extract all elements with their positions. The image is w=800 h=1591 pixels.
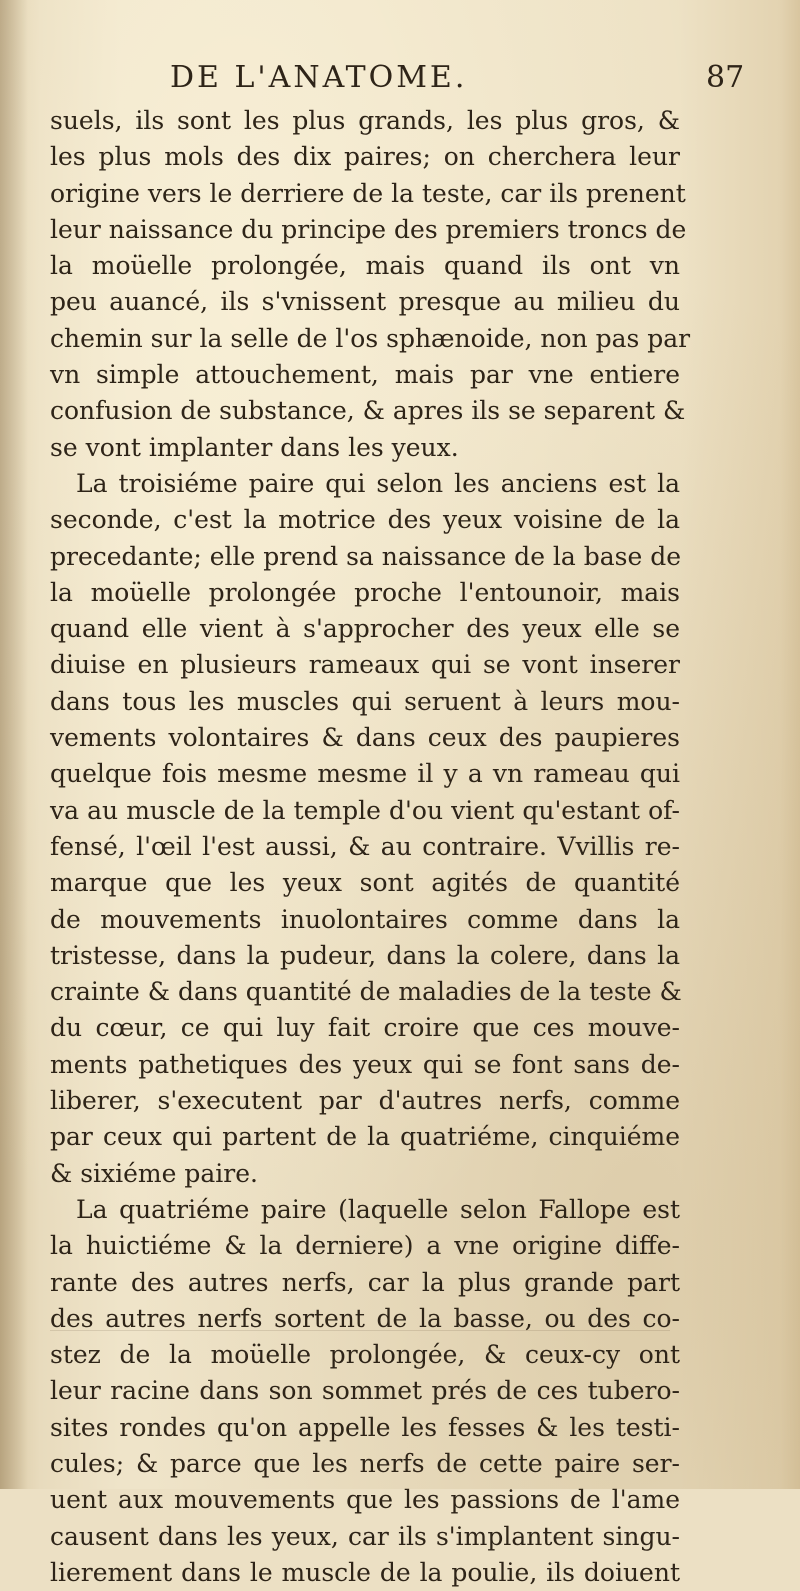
- text-line: chemin sur la selle de l'os sphænoide, non pas par: [50, 323, 691, 353]
- text-line: par ceux qui partent de la quatriéme, cinquiéme: [50, 1122, 680, 1152]
- text-line: vn simple attouchement, mais par vne entiere: [50, 360, 680, 390]
- text-line: quelque fois mesme mesme il y a vn rameau qui: [50, 759, 680, 789]
- text-line: sites rondes qu'on appelle les fesses & les testi-: [50, 1412, 680, 1442]
- text-line: confusion de substance, & apres ils se separent &: [50, 396, 686, 426]
- text-line: lierement dans le muscle de la poulie, ils doiuent: [50, 1557, 680, 1587]
- page-bottom-edge: [50, 1330, 670, 1331]
- text-line: crainte & dans quantité de maladies de la teste &: [50, 977, 682, 1007]
- text-line: quand elle vient à s'approcher des yeux elle se: [50, 614, 680, 644]
- text-line: vements volontaires & dans ceux des paupieres: [50, 723, 680, 753]
- text-line: stez de la moüelle prolongée, & ceux-cy ont: [50, 1340, 680, 1370]
- text-line: precedante; elle prend sa naissance de la base de: [50, 541, 682, 571]
- text-line: uent aux mouvements que les passions de l'ame: [50, 1485, 680, 1515]
- text-line: dans tous les muscles qui seruent à leurs mou-: [50, 686, 680, 716]
- text-line: cules; & parce que les nerfs de cette paire ser-: [50, 1448, 680, 1478]
- paragraph-start-line: La quatriéme paire (laquelle selon Fallope est: [76, 1194, 680, 1224]
- text-line: va au muscle de la temple d'ou vient qu'estant of-: [50, 795, 680, 825]
- text-line: leur naissance du principe des premiers troncs de: [50, 214, 687, 244]
- text-line: se vont implanter dans les yeux.: [50, 432, 459, 462]
- text-line: leur racine dans son sommet prés de ces tubero-: [50, 1376, 680, 1406]
- text-line: les plus mols des dix paires; on cherchera leur: [50, 142, 680, 172]
- text-line: causent dans les yeux, car ils s'implantent singu-: [50, 1521, 680, 1551]
- text-line: la moüelle prolongée, mais quand ils ont vn: [50, 251, 680, 281]
- text-line: diuise en plusieurs rameaux qui se vont inserer: [50, 650, 680, 680]
- body-text: [50, 103, 691, 1591]
- text-line: la huictiéme & la derniere) a vne origine diffe-: [50, 1231, 680, 1261]
- gutter-shadow: [0, 0, 28, 1489]
- text-line: des autres nerfs sortent de la basse, ou des co-: [50, 1303, 680, 1333]
- text-line: marque que les yeux sont agités de quantité: [50, 868, 680, 898]
- text-line: rante des autres nerfs, car la plus grande part: [50, 1267, 680, 1297]
- text-line: suels, ils sont les plus grands, les plus gros, &: [50, 106, 680, 135]
- text-line: du cœur, ce qui luy fait croire que ces mouve-: [50, 1013, 680, 1043]
- text-line: tristesse, dans la pudeur, dans la colere, dans la: [50, 940, 680, 970]
- running-title: DE L'ANATOME.: [170, 60, 468, 95]
- text-line: peu auancé, ils s'vnissent presque au milieu du: [50, 287, 680, 317]
- text-line: & sixiéme paire.: [50, 1158, 258, 1188]
- text-line: origine vers le derriere de la teste, car ils prenent: [50, 178, 686, 208]
- text-line: seconde, c'est la motrice des yeux voisine de la: [50, 505, 680, 535]
- text-line: liberer, s'executent par d'autres nerfs, comme: [50, 1086, 680, 1116]
- page-number: 87: [706, 60, 745, 95]
- paragraph-start-line: La troisiéme paire qui selon les anciens est la: [76, 468, 680, 498]
- text-line: de mouvements inuolontaires comme dans la: [50, 904, 680, 934]
- text-line: ments pathetiques des yeux qui se font sans de-: [50, 1049, 680, 1079]
- text-line: fensé, l'œil l'est aussi, & au contraire. Vvillis re-: [50, 831, 680, 861]
- text-line: la moüelle prolongée proche l'entounoir, mais: [50, 577, 680, 607]
